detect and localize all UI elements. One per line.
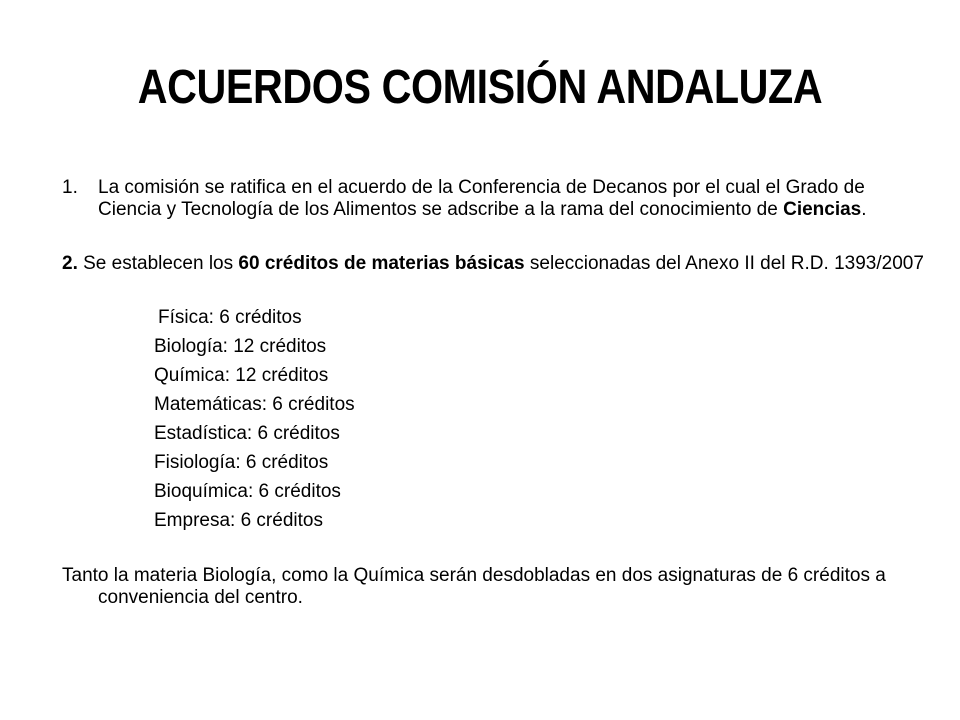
subject-item: Matemáticas: 6 créditos [154, 394, 355, 415]
subject-item: Biología: 12 créditos [154, 336, 327, 357]
subject-item: Fisiología: 6 créditos [154, 452, 329, 473]
item-1-number: 1. [62, 177, 78, 198]
subject-list [154, 303, 355, 535]
slide-title: ACUERDOS COMISIÓN ANDALUZA [137, 61, 823, 114]
agreement-item-2 [62, 253, 958, 275]
item-2-bold-text: 60 créditos de materias básicas [238, 253, 525, 274]
subject-item: Estadística: 6 créditos [154, 423, 340, 444]
subject-item: Empresa: 6 créditos [154, 510, 323, 531]
item-1-text-end: . [861, 199, 867, 220]
subject-item: Bioquímica: 6 créditos [154, 481, 341, 502]
item-2-text-end: seleccionadas del Anexo II del R.D. 1393/2007 [524, 253, 924, 274]
subject-item: Química: 12 créditos [154, 365, 329, 386]
closing-paragraph: Tanto la materia Biología, como la Química serán desdobladas en dos asignaturas de 6 créditos a conveniencia del centro. [62, 565, 886, 608]
subject-item: Física: 6 créditos [158, 307, 302, 328]
agreement-item-1 [62, 177, 922, 221]
item-1-bold-text: Ciencias [783, 199, 862, 220]
item-2-number: 2. [62, 253, 78, 274]
item-2-text: Se establecen los [77, 253, 239, 274]
item-1-text: La comisión se ratifica en el acuerdo de la Conferencia de Decanos por el cual el Grado de Ciencia y Tecnología de los Alimentos se adscribe a la rama del conocimiento de [98, 177, 865, 220]
